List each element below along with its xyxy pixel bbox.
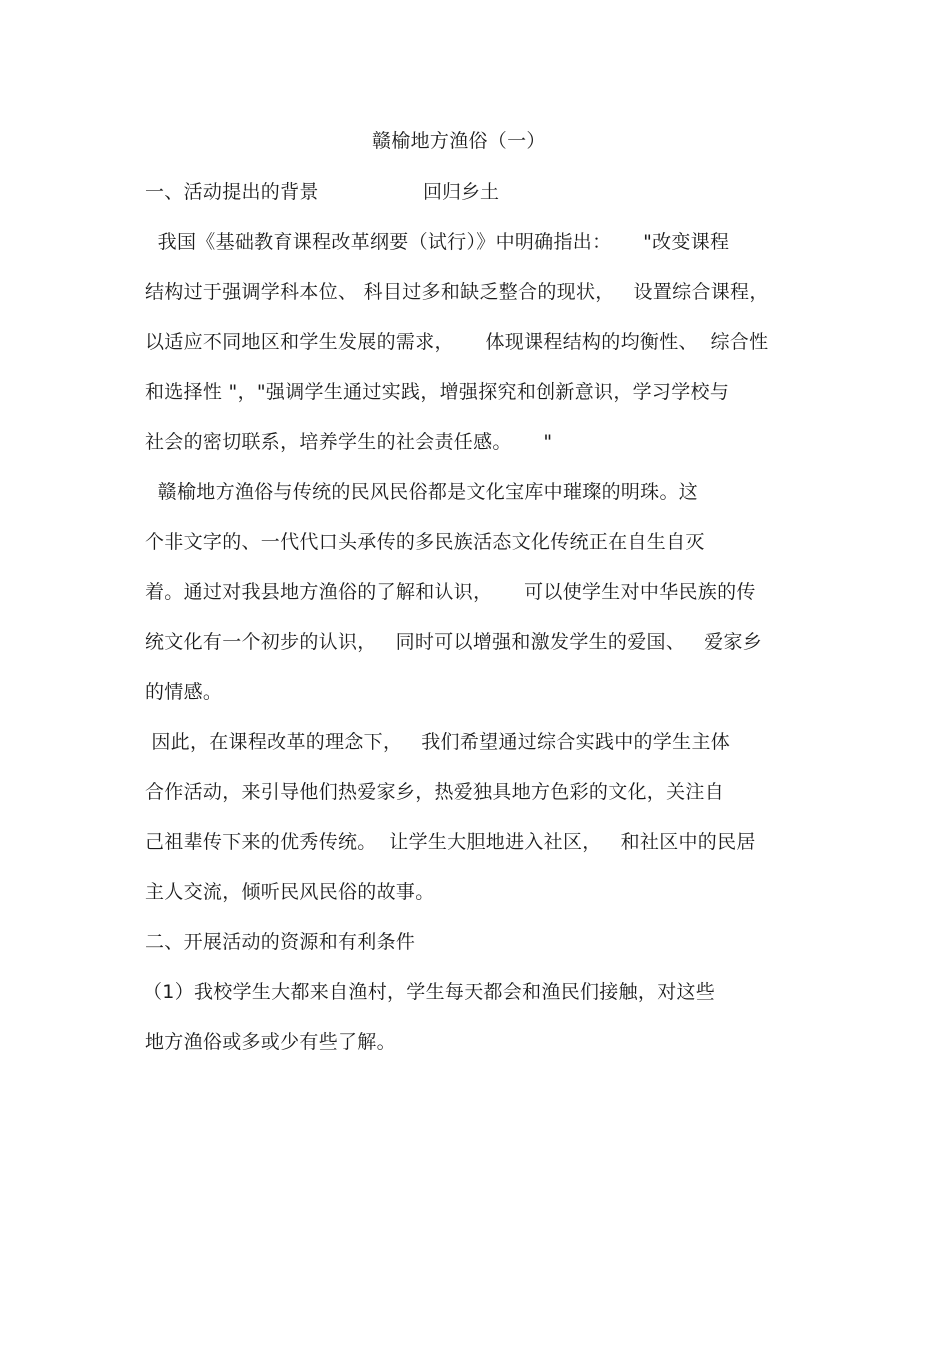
paragraph-line: 个非文字的、一代代口头承传的多民族活态文化传统正在自生自灭 xyxy=(145,531,705,553)
paragraph-line: 结构过于强调学科本位、 科目过多和缺乏整合的现状， 设置综合课程， xyxy=(145,281,769,303)
paragraph-line: 社会的密切联系，培养学生的社会责任感。 " xyxy=(145,431,553,453)
paragraph-line: 主人交流，倾听民风民俗的故事。 xyxy=(145,881,435,903)
paragraph-line: 因此，在课程改革的理念下， 我们希望通过综合实践中的学生主体 xyxy=(145,731,731,753)
paragraph-line: 己祖辈传下来的优秀传统。 让学生大胆地进入社区， 和社区中的民居 xyxy=(145,831,756,853)
paragraph-line: 以适应不同地区和学生发展的需求， 体现课程结构的均衡性、 综合性 xyxy=(145,331,769,353)
paragraph-line: 着。通过对我县地方渔俗的了解和认识， 可以使学生对中华民族的传 xyxy=(145,581,756,603)
paragraph-line: 统文化有一个初步的认识， 同时可以增强和激发学生的爱国、 爱家乡 xyxy=(145,631,763,653)
paragraph-line: 赣榆地方渔俗与传统的民风民俗都是文化宝库中璀璨的明珠。这 xyxy=(145,481,699,503)
paragraph-line: 和选择性 "，"强调学生通过实践，增强探究和创新意识，学习学校与 xyxy=(145,381,730,403)
document-title: 赣榆地方渔俗（一） xyxy=(372,130,546,152)
paragraph-line: 地方渔俗或多或少有些了解。 xyxy=(145,1031,396,1053)
section1-heading-right: 回归乡土 xyxy=(423,181,500,203)
paragraph-line: （1）我校学生大都来自渔村，学生每天都会和渔民们接触，对这些 xyxy=(143,981,716,1003)
section1-heading: 一、活动提出的背景 xyxy=(145,181,319,203)
paragraph-line: 的情感。 xyxy=(145,681,223,703)
paragraph-line: 合作活动，来引导他们热爱家乡，热爱独具地方色彩的文化，关注自 xyxy=(145,781,725,803)
section2-heading: 二、开展活动的资源和有利条件 xyxy=(145,931,416,953)
paragraph-line: 我国《基础教育课程改革纲要（试行）》中明确指出： "改变课程 xyxy=(145,231,730,253)
